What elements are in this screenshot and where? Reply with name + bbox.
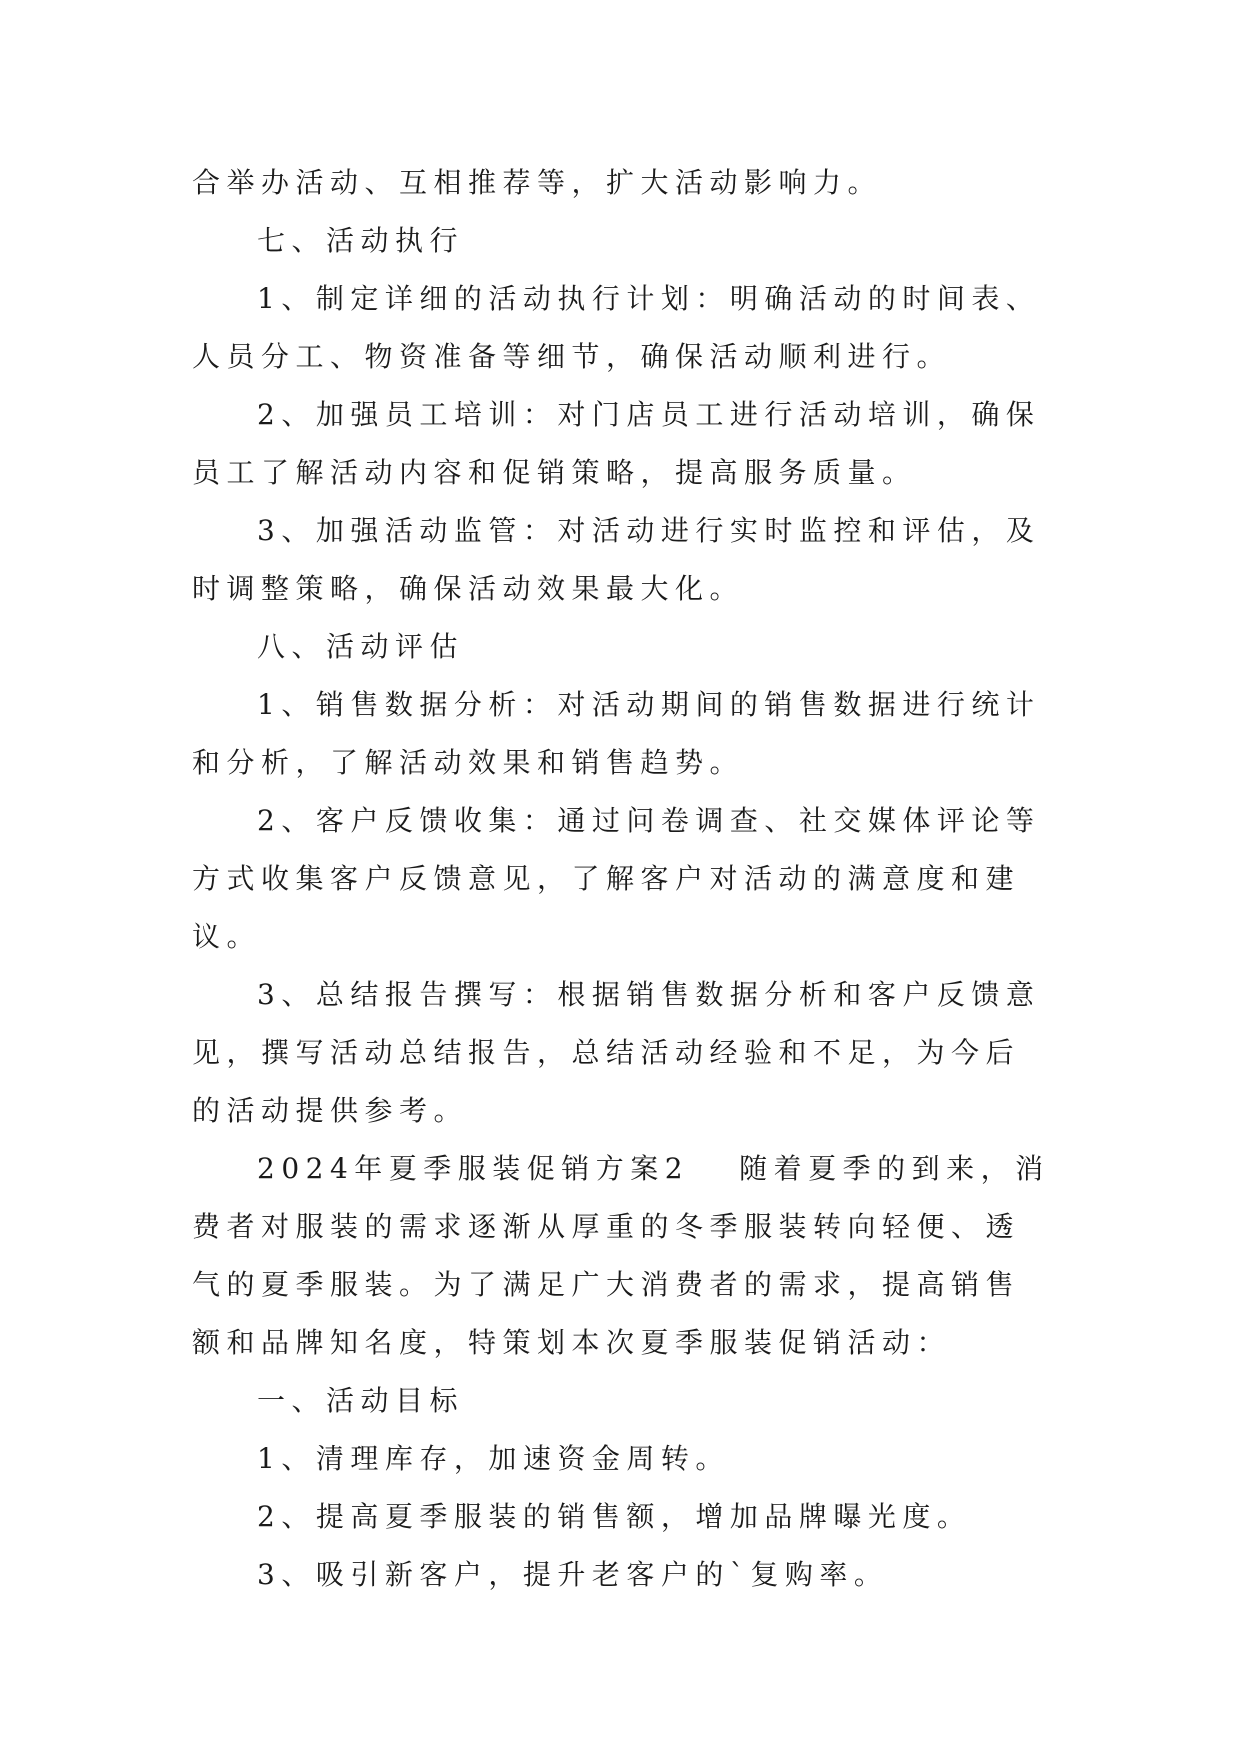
intro-text: 随着夏季的到来，消费者对服装的需求逐渐从厚重的冬季服装转向轻便、透气的夏季服装。为了满足广大消费者的需求，提高销售额和品牌知名度，特策划本次夏季服装促销活动： bbox=[192, 1152, 1050, 1359]
list-item: 3、吸引新客户，提升老客户的`复购率。 bbox=[257, 1558, 889, 1591]
paragraph: 2、加强员工培训：对门店员工进行活动培训，确保员工了解活动内容和促销策略，提高服务质量。 bbox=[192, 398, 1041, 489]
list-item: 1、清理库存，加速资金周转。 bbox=[257, 1442, 730, 1475]
paragraph: 合举办活动、互相推荐等，扩大活动影响力。 bbox=[192, 166, 883, 199]
paragraph: 2、客户反馈收集：通过问卷调查、社交媒体评论等方式收集客户反馈意见，了解客户对活动的满意度和建议。 bbox=[192, 804, 1041, 953]
section-heading: 七、活动执行 bbox=[257, 224, 465, 257]
section-heading: 一、活动目标 bbox=[257, 1384, 465, 1417]
paragraph: 1、销售数据分析：对活动期间的销售数据进行统计和分析，了解活动效果和销售趋势。 bbox=[192, 688, 1041, 779]
document-title: 2024年夏季服装促销方案2 bbox=[257, 1152, 690, 1185]
paragraph: 3、加强活动监管：对活动进行实时监控和评估，及时调整策略，确保活动效果最大化。 bbox=[192, 514, 1041, 605]
title-intro-paragraph bbox=[192, 1140, 1052, 1372]
list-item: 2、提高夏季服装的销售额，增加品牌曝光度。 bbox=[257, 1500, 972, 1533]
section-heading: 八、活动评估 bbox=[257, 630, 465, 663]
paragraph: 1、制定详细的活动执行计划：明确活动的时间表、人员分工、物资准备等细节，确保活动顺利进行。 bbox=[192, 282, 1041, 373]
paragraph: 3、总结报告撰写：根据销售数据分析和客户反馈意见，撰写活动总结报告，总结活动经验和不足，为今后的活动提供参考。 bbox=[192, 978, 1041, 1127]
document-body bbox=[192, 154, 1052, 1604]
